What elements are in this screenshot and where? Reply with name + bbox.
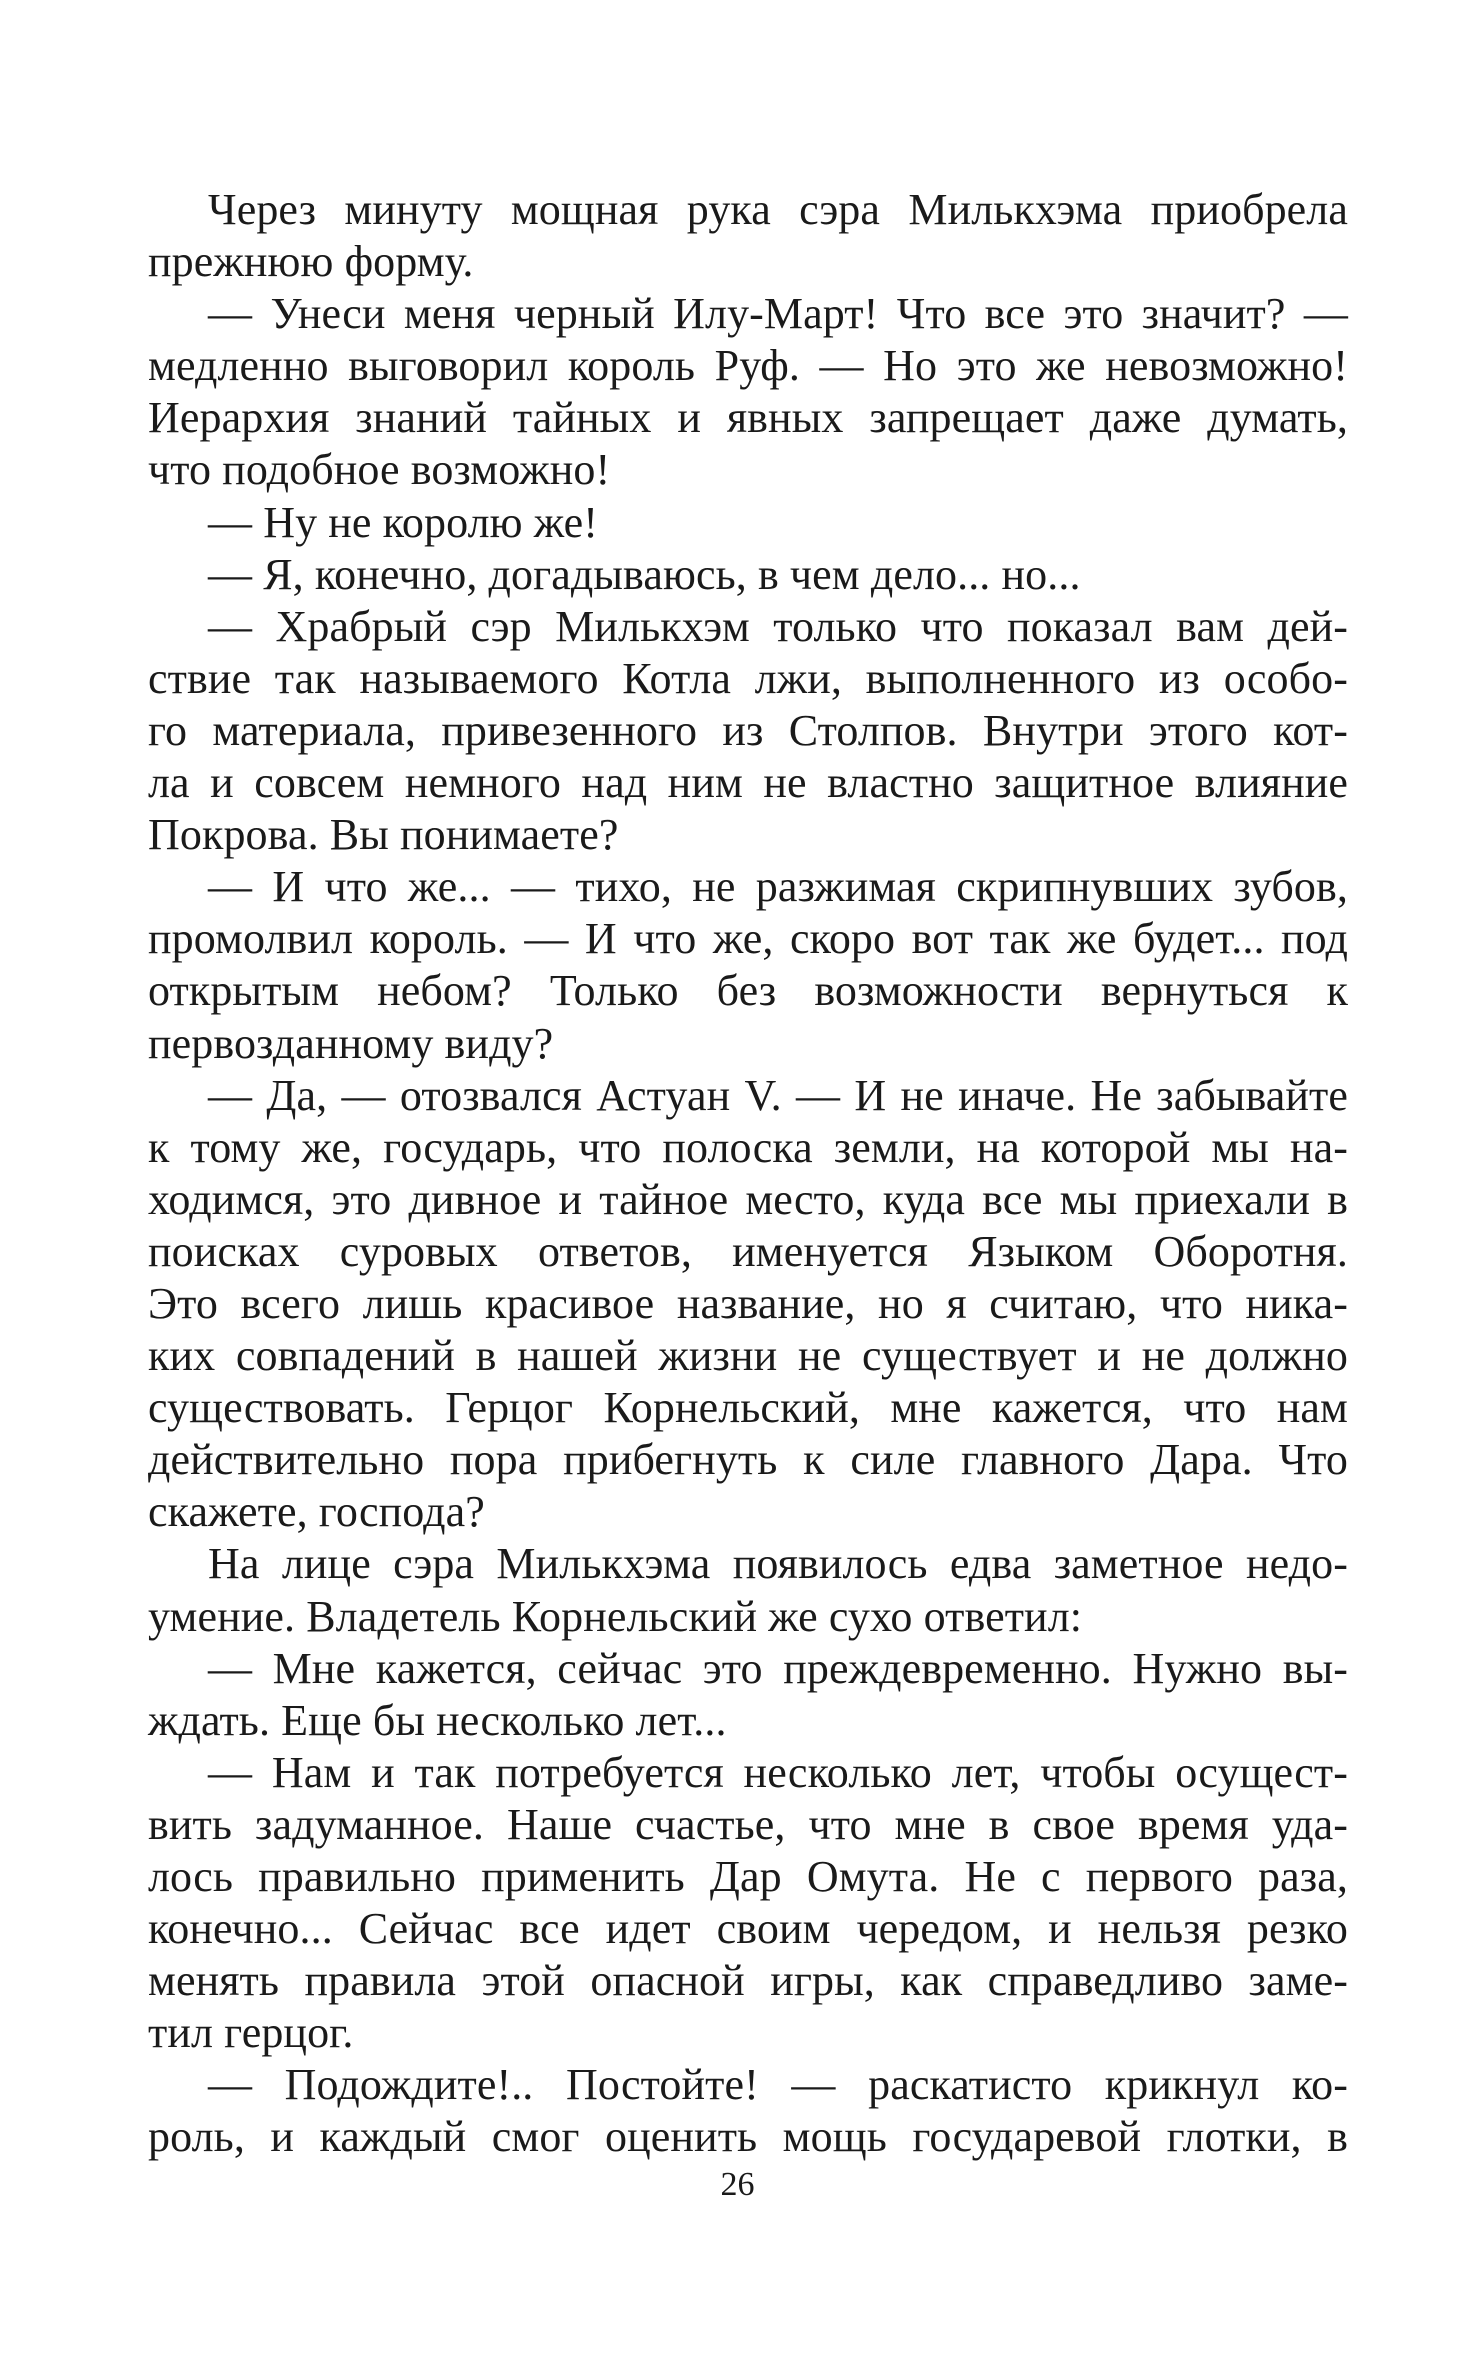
text-line: ла и совсем немного над ним не властно защитное влияние xyxy=(148,758,1348,808)
text-line: — Я, конечно, догадываюсь, в чем дело... но... xyxy=(208,549,1081,599)
text-line: вить задуманное. Наше счастье, что мне в свое время уда- xyxy=(148,1799,1348,1849)
text-line: — Нам и так потребуется несколько лет, чтобы осущест- xyxy=(208,1747,1348,1797)
text-line: действительно пора прибегнуть к силе главного Дара. Что xyxy=(148,1435,1348,1485)
text-line: поисках суровых ответов, именуется Языком Оборотня. xyxy=(148,1226,1348,1276)
text-line: промолвил король. — И что же, скоро вот так же будет... под xyxy=(148,914,1348,964)
text-line: ждать. Еще бы несколько лет... xyxy=(148,1695,727,1745)
text-line: — Подождите!.. Постойте! — раскатисто крикнул ко- xyxy=(208,2060,1348,2110)
body-text xyxy=(148,184,1348,2164)
text-line: первозданному виду? xyxy=(148,1018,554,1068)
text-line: скажете, господа? xyxy=(148,1487,485,1537)
text-line: Покрова. Вы понимаете? xyxy=(148,810,619,860)
text-line: На лице сэра Милькхэма появилось едва заметное недо- xyxy=(208,1539,1348,1589)
text-line: ходимся, это дивное и тайное место, куда все мы приехали в xyxy=(148,1174,1348,1224)
text-line: роль, и каждый смог оценить мощь государевой глотки, в xyxy=(148,2112,1348,2162)
text-line: тил герцог. xyxy=(148,2008,354,2058)
text-line: медленно выговорил король Руф. — Но это же невозможно! xyxy=(148,341,1348,391)
text-line: Иерархия знаний тайных и явных запрещает даже думать, xyxy=(148,393,1348,443)
page-number: 26 xyxy=(720,2166,755,2203)
text-line: ствие так называемого Котла лжи, выполненного из особо- xyxy=(148,653,1348,703)
text-line: го материала, привезенного из Столпов. Внутри этого кот- xyxy=(148,705,1348,755)
text-line: — И что же... — тихо, не разжимая скрипнувших зубов, xyxy=(208,862,1348,912)
text-line: — Да, — отозвался Астуан V. — И не иначе. Не забывайте xyxy=(208,1070,1348,1120)
text-line: — Ну не королю же! xyxy=(208,497,599,547)
text-line: Это всего лишь красивое название, но я считаю, что ника- xyxy=(148,1278,1348,1328)
text-line: конечно... Сейчас все идет своим чередом, и нельзя резко xyxy=(148,1904,1348,1954)
text-line: что подобное возможно! xyxy=(148,445,611,495)
text-line: — Мне кажется, сейчас это преждевременно. Нужно вы- xyxy=(208,1643,1348,1693)
text-line: открытым небом? Только без возможности вернуться к xyxy=(148,966,1348,1016)
text-line: менять правила этой опасной игры, как справедливо заме- xyxy=(148,1956,1348,2006)
text-line: лось правильно применить Дар Омута. Не с первого раза, xyxy=(148,1852,1348,1901)
text-line: к тому же, государь, что полоска земли, на которой мы на- xyxy=(148,1122,1348,1172)
text-line: — Храбрый сэр Милькхэм только что показал вам дей- xyxy=(208,601,1348,651)
text-line: существовать. Герцог Корнельский, мне кажется, что нам xyxy=(148,1383,1348,1433)
text-line: — Унеси меня черный Илу-Март! Что все это значит? — xyxy=(208,289,1348,339)
text-line: ких совпадений в нашей жизни не существует и не должно xyxy=(148,1331,1348,1381)
text-line: Через минуту мощная рука сэра Милькхэма приобрела xyxy=(208,185,1348,234)
text-line: умение. Владетель Корнельский же сухо ответил: xyxy=(148,1591,1083,1641)
text-line: прежнюю форму. xyxy=(148,237,474,287)
